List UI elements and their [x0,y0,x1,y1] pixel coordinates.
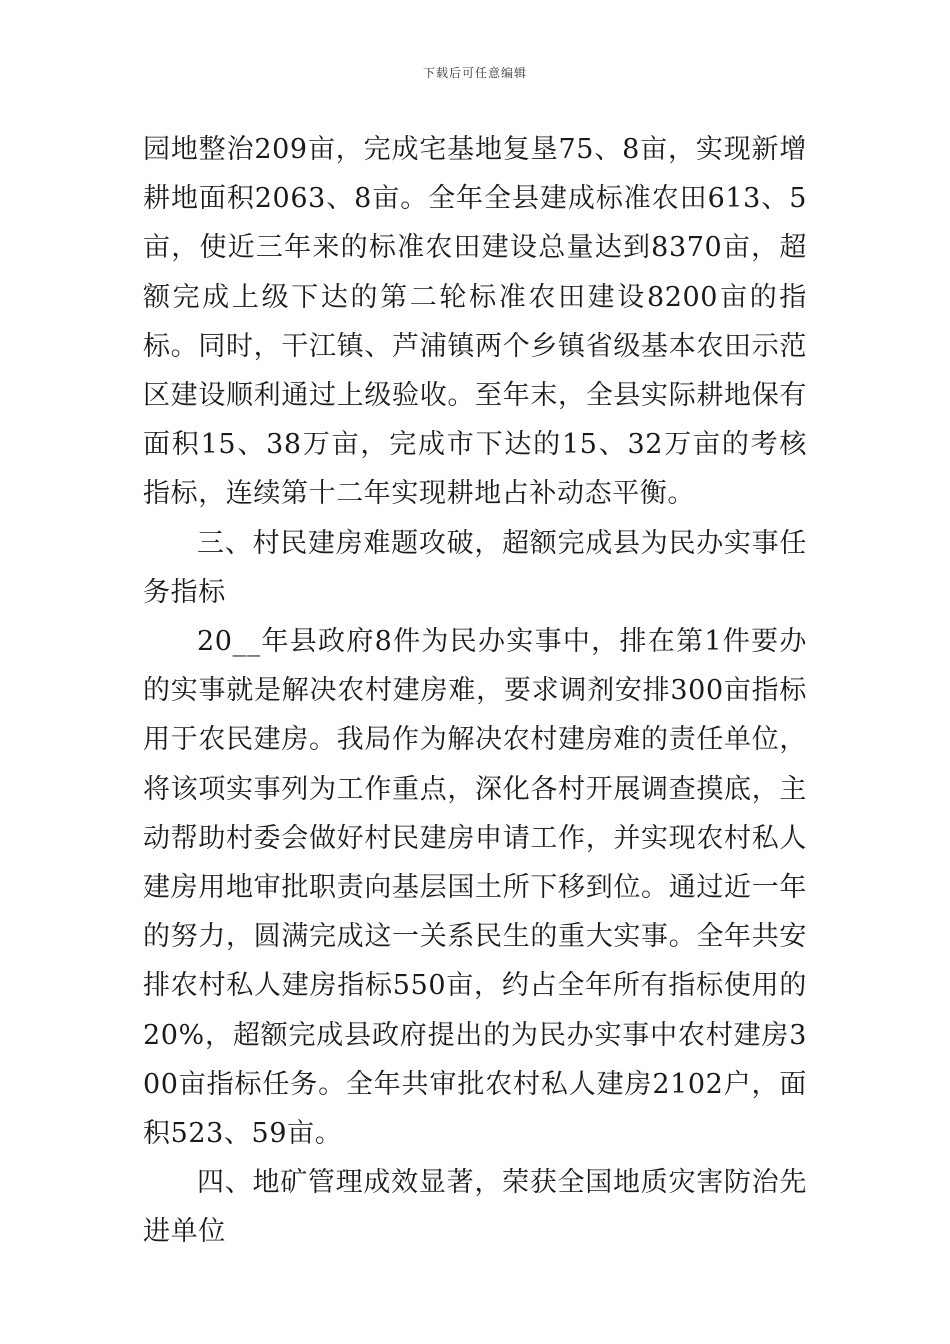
paragraph-land-consolidation: 园地整治209亩，完成宅基地复垦75、8亩，实现新增耕地面积2063、8亩。全年全县建成标准农田613、5亩，使近三年来的标准农田建设总量达到8370亩，超额完成上级下达的第二轮标准农田建设8200亩的指标。同时，干江镇、芦浦镇两个乡镇省级基本农田示范区建设顺利通过上级验收。至年末，全县实际耕地保有面积15、38万亩，完成市下达的15、32万亩的考核指标，连续第十二年实现耕地占补动态平衡。 [143,134,807,510]
document-body [143,125,807,1257]
paragraph-villager-housing: 20__年县政府8件为民办实事中，排在第1件要办的实事就是解决农村建房难，要求调剂安排300亩指标用于农民建房。我局作为解决农村建房难的责任单位，将该项实事列为工作重点，深化各村开展调查摸底，主动帮助村委会做好村民建房申请工作，并实现农村私人建房用地审批职责向基层国土所下移到位。通过近一年的努力，圆满完成这一关系民生的重大实事。全年共安排农村私人建房指标550亩，约占全年所有指标使用的20%，超额完成县政府提出的为民办实事中农村建房300亩指标任务。全年共审批农村私人建房2102户，面积523、59亩。 [143,626,807,1150]
section-heading-geology-mining: 四、地矿管理成效显著，荣获全国地质灾害防治先进单位 [143,1167,807,1248]
page-header-note: 下载后可任意编辑 [422,66,527,80]
section-heading-villager-housing: 三、村民建房难题攻破，超额完成县为民办实事任务指标 [143,527,807,608]
